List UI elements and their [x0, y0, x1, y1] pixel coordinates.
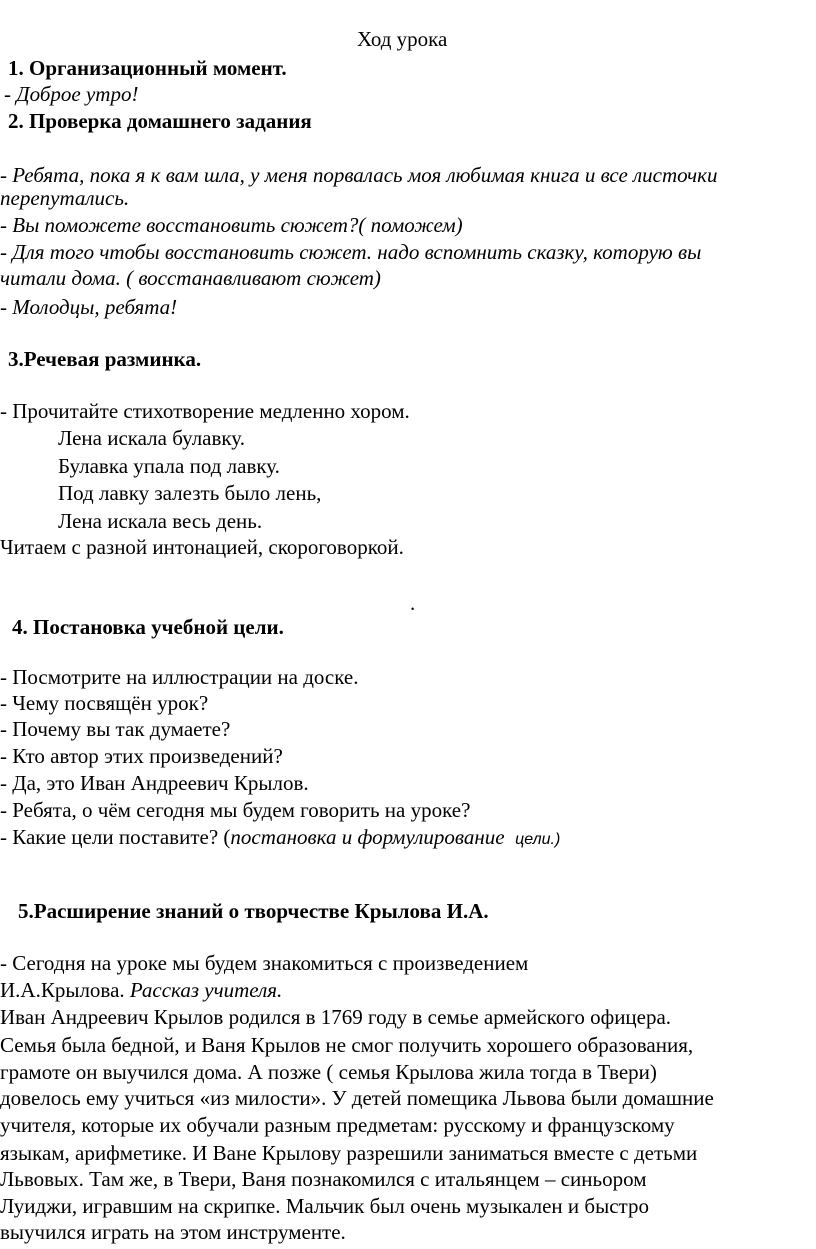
greeting-text: - Доброе утро! [4, 82, 139, 106]
poem-line: Лена искала булавку. [58, 426, 245, 450]
biography-line: Луиджи, игравшим на скрипке. Мальчик был очень музыкален и быстро [0, 1194, 649, 1218]
stray-dot: . [410, 591, 416, 615]
section5-intro: - Сегодня на уроке мы будем знакомиться с произведением [0, 951, 529, 975]
section2-line: - Ребята, пока я к вам шла, у меня порвалась моя любимая книга и все листочки [0, 163, 718, 187]
section2-line: - Для того чтобы восстановить сюжет. надо вспомнить сказку, которую вы [0, 240, 702, 264]
section4-line: - Почему вы так думаете? [0, 717, 231, 741]
section3-heading: 3.Речевая разминка. [8, 347, 202, 371]
section4-line: - Чему посвящён урок? [0, 691, 209, 715]
biography-line: языкам, арифметике. И Ване Крылову разрешили заниматься вместе с детьми [0, 1141, 698, 1165]
biography-line: выучился играть на этом инструменте. [0, 1220, 346, 1244]
biography-line: Иван Андреевич Крылов родился в 1769 году в семье армейского офицера. [0, 1005, 672, 1029]
section4-line: - Да, это Иван Андреевич Крылов. [0, 771, 309, 795]
section4-line: - Кто автор этих произведений? [0, 744, 283, 768]
section5-intro-2 [0, 977, 282, 1004]
section4-goals-line [0, 824, 560, 853]
section2-line: перепутались. [0, 186, 130, 210]
section2-heading: 2. Проверка домашнего задания [8, 109, 312, 133]
lesson-title: Ход урока [357, 27, 448, 51]
intro-author: И.А.Крылова. [0, 978, 130, 1002]
section3-outro: Читаем с разной интонацией, скороговоркой. [0, 535, 404, 559]
poem-line: Лена искала весь день. [58, 509, 263, 533]
biography-line: довелось ему учиться «из милости». У детей помещика Львова были домашние [0, 1086, 714, 1110]
section2-line: - Вы поможете восстановить сюжет?( поможем) [0, 213, 463, 237]
biography-line: грамоте он выучился дома. А позже ( семья Крылова жила тогда в Твери) [0, 1060, 657, 1084]
poem-line: Под лавку залезть было лень, [58, 481, 322, 505]
section1-heading: 1. Организационный момент. [8, 56, 287, 80]
section5-heading: 5.Расширение знаний о творчестве Крылова И.А. [18, 899, 489, 923]
teacher-story-label: Рассказ учителя. [129, 978, 283, 1002]
biography-line: Семья была бедной, и Ваня Крылов не смог получить хорошего образования, [0, 1033, 694, 1057]
section4-line: - Ребята, о чём сегодня мы будем говорить на уроке? [0, 798, 471, 822]
section4-heading: 4. Постановка учебной цели. [12, 615, 284, 639]
biography-line: Львовых. Там же, в Твери, Ваня познакомился с итальянцем – синьором [0, 1167, 647, 1191]
poem-line: Булавка упала под лавку. [58, 454, 280, 478]
goals-prefix: - Какие цели поставите? ( [0, 825, 231, 849]
section4-line: - Посмотрите на иллюстрации на доске. [0, 665, 359, 689]
goals-small: цели.) [515, 831, 561, 848]
section3-intro: - Прочитайте стихотворение медленно хором. [0, 399, 410, 423]
goals-italic: постановка и формулирование [230, 825, 505, 849]
biography-line: учителя, которые их обучали разным предметам: русскому и французскому [0, 1113, 675, 1137]
section2-line: - Молодцы, ребята! [0, 295, 178, 319]
section2-line: читали дома. ( восстанавливают сюжет) [0, 266, 381, 290]
